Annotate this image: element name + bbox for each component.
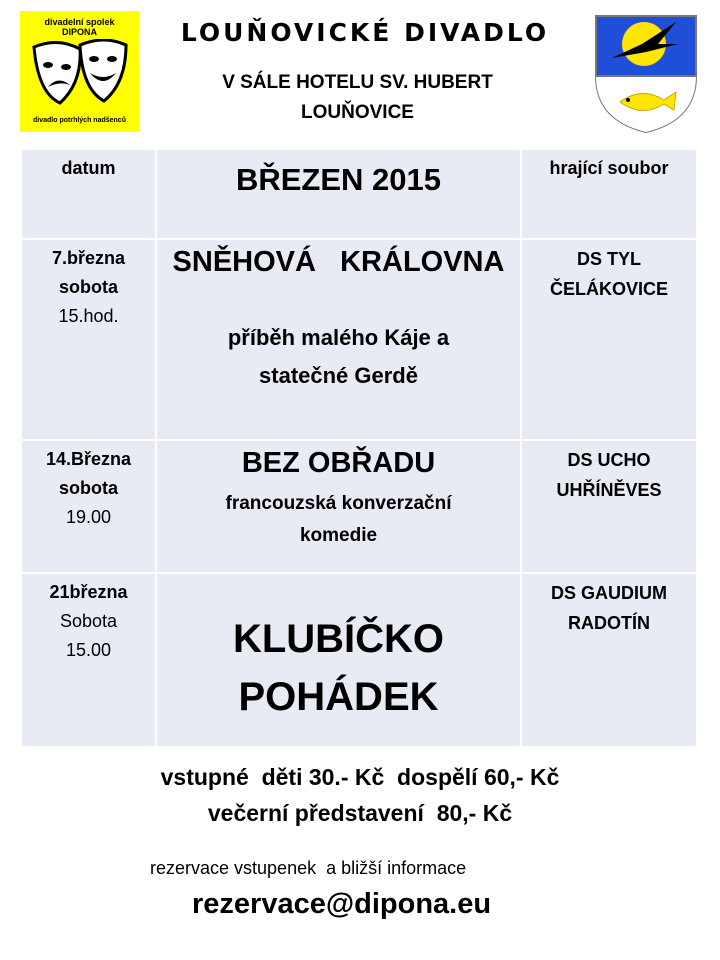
date-text: 21března bbox=[49, 582, 128, 602]
show-title-line1: KLUBÍČKO bbox=[232, 617, 445, 661]
time-text: 19.00 bbox=[65, 507, 112, 527]
show-title: BEZ OBŘADU bbox=[241, 447, 436, 479]
time-text: 15.00 bbox=[65, 640, 112, 660]
show-cell bbox=[156, 573, 521, 747]
header-ensemble: hrající soubor bbox=[521, 149, 697, 239]
reservation-email-link[interactable]: rezervace@dipona.eu bbox=[192, 888, 492, 920]
day-text: Sobota bbox=[59, 611, 118, 631]
program-table bbox=[20, 148, 698, 748]
date-cell bbox=[21, 440, 156, 573]
show-cell bbox=[156, 239, 521, 440]
header-month: BŘEZEN 2015 bbox=[156, 149, 521, 239]
logo-text bbox=[20, 17, 139, 37]
show-desc-line2: statečné Gerdě bbox=[259, 363, 418, 388]
show-cell bbox=[156, 440, 521, 573]
time-text: 15.hod. bbox=[58, 306, 119, 326]
show-title: SNĚHOVÁ KRÁLOVNA bbox=[172, 246, 505, 278]
date-cell bbox=[21, 239, 156, 440]
logo-tagline: divadlo potrhlých nadšenců bbox=[33, 117, 126, 124]
logo-line1: divadelní spolek bbox=[44, 17, 115, 27]
ensemble-line2: UHŘÍNĚVES bbox=[556, 480, 662, 500]
show-title-line2: POHÁDEK bbox=[238, 675, 439, 719]
table-row bbox=[21, 239, 697, 440]
show-desc-line2: komedie bbox=[299, 525, 378, 546]
ensemble-cell bbox=[521, 440, 697, 573]
table-row bbox=[21, 440, 697, 573]
ensemble-line1: DS TYL bbox=[576, 249, 641, 269]
ensemble-line1: DS UCHO bbox=[567, 450, 651, 470]
theater-masks-icon bbox=[30, 39, 130, 115]
day-text: sobota bbox=[58, 277, 118, 297]
ensemble-cell bbox=[521, 239, 697, 440]
ensemble-line2: RADOTÍN bbox=[568, 613, 650, 633]
dipona-logo bbox=[20, 11, 139, 132]
show-desc-line1: francouzská konverzační bbox=[225, 493, 452, 514]
day-text: sobota bbox=[58, 478, 118, 498]
coat-of-arms-icon bbox=[594, 14, 698, 134]
date-cell bbox=[21, 573, 156, 747]
table-row bbox=[21, 573, 697, 747]
ensemble-line2: ČELÁKOVICE bbox=[549, 279, 668, 299]
reservation-info: rezervace vstupenek a bližší informace bbox=[150, 858, 467, 878]
ensemble-cell bbox=[521, 573, 697, 747]
page-title: LOUŇOVICKÉ DIVADLO bbox=[180, 18, 550, 47]
ensemble-line1: DS GAUDIUM bbox=[551, 583, 667, 603]
town-text: LOUŇOVICE bbox=[301, 102, 414, 123]
price-line2: večerní představení 80,- Kč bbox=[207, 800, 513, 826]
venue-text: V SÁLE HOTELU SV. HUBERT bbox=[222, 72, 493, 93]
show-desc-line1: příběh malého Káje a bbox=[227, 325, 450, 350]
price-line1: vstupné děti 30.- Kč dospělí 60,- Kč bbox=[160, 764, 560, 790]
header-date: datum bbox=[21, 149, 156, 239]
logo-line2: DIPONA bbox=[61, 27, 97, 37]
date-text: 7.března bbox=[51, 248, 126, 268]
date-text: 14.Března bbox=[45, 449, 132, 469]
